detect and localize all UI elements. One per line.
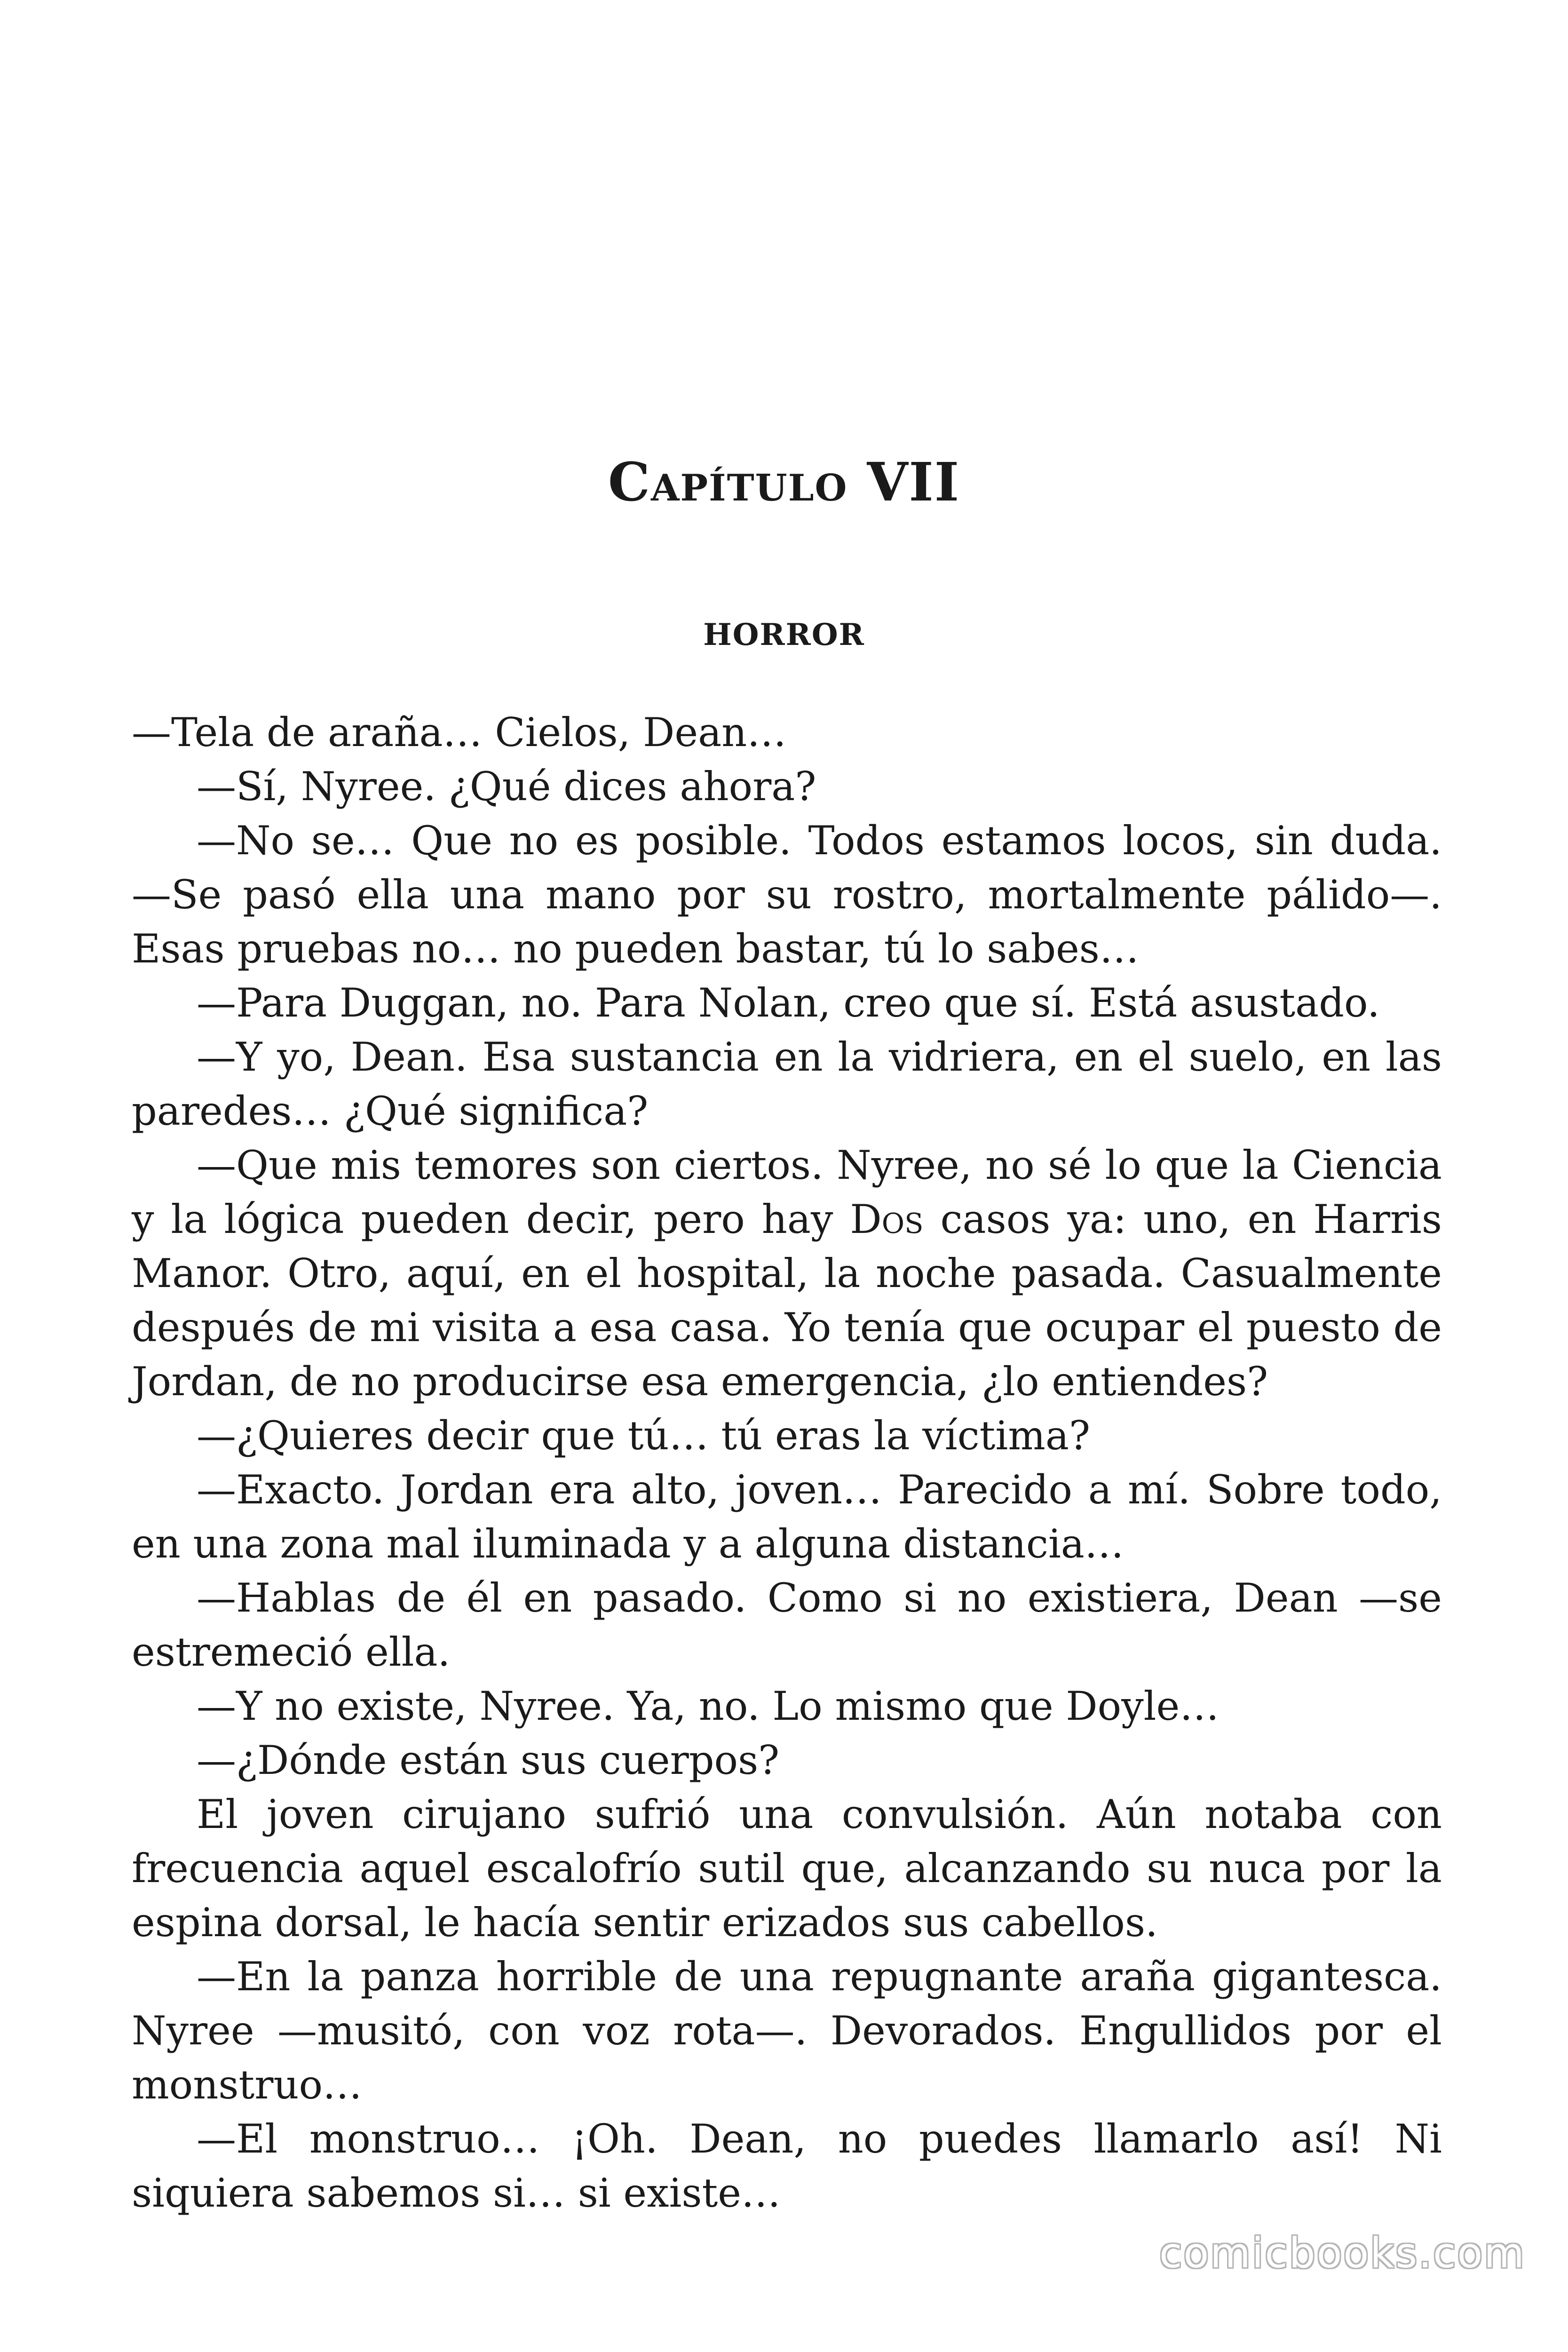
paragraph: —El monstruo… ¡Oh. Dean, no puedes llamarlo así! Ni siquiera sabemos si… si existe…: [132, 2116, 1442, 2216]
paragraph: —En la panza horrible de una repugnante araña gigantesca. Nyree —musitó, con voz rota—. Devorados. Engullidos por el monstruo…: [132, 1954, 1442, 2108]
paragraph: —Y yo, Dean. Esa sustancia en la vidriera, en el suelo, en las paredes… ¿Qué significa?: [132, 1034, 1442, 1134]
paragraph: —¿Dónde están sus cuerpos?: [197, 1737, 780, 1783]
site-watermark: comicbooks.com: [1159, 2229, 1526, 2277]
chapter-subtitle: HORROR: [703, 617, 865, 652]
paragraph: —No se… Que no es posible. Todos estamos locos, sin duda. —Se pasó ella una mano por su rostro, mortalmente pálido—. Esas pruebas no… no pueden bastar, tú lo sabes…: [132, 818, 1442, 972]
chapter-title: Capítulo VII: [608, 452, 960, 513]
paragraph-text: casos ya: uno, en Harris Manor. Otro, aquí, en el hospital, la noche pasada. Casualmente después de mi visita a esa casa. Yo tenía que ocupar el puesto de Jordan, de no producirse esa emergencia, ¿lo entiendes?: [132, 1196, 1442, 1405]
paragraph: [132, 1138, 1442, 1409]
body-text: [132, 706, 1442, 2220]
paragraph: —Exacto. Jordan era alto, joven… Parecido a mí. Sobre todo, en una zona mal iluminada y a alguna distancia…: [132, 1467, 1442, 1567]
paragraph: —¿Quieres decir que tú… tú eras la víctima?: [197, 1413, 1091, 1459]
paragraph-text: —Que mis temores son ciertos. Nyree, no sé lo que la Ciencia y la lógica pueden decir, pero hay: [132, 1142, 1442, 1242]
small-caps-emphasis: Dos: [850, 1196, 924, 1242]
paragraph: —Hablas de él en pasado. Como si no existiera, Dean —se estremeció ella.: [132, 1575, 1442, 1675]
paragraph: El joven cirujano sufrió una convulsión. Aún notaba con frecuencia aquel escalofrío sutil que, alcanzando su nuca por la espina dorsal, le hacía sentir erizados sus cabellos.: [132, 1791, 1442, 1946]
paragraph: —Tela de araña… Cielos, Dean…: [132, 709, 787, 755]
paragraph: —Y no existe, Nyree. Ya, no. Lo mismo que Doyle…: [197, 1683, 1220, 1729]
paragraph: —Para Duggan, no. Para Nolan, creo que sí. Está asustado.: [197, 980, 1380, 1026]
paragraph: —Sí, Nyree. ¿Qué dices ahora?: [197, 763, 816, 810]
